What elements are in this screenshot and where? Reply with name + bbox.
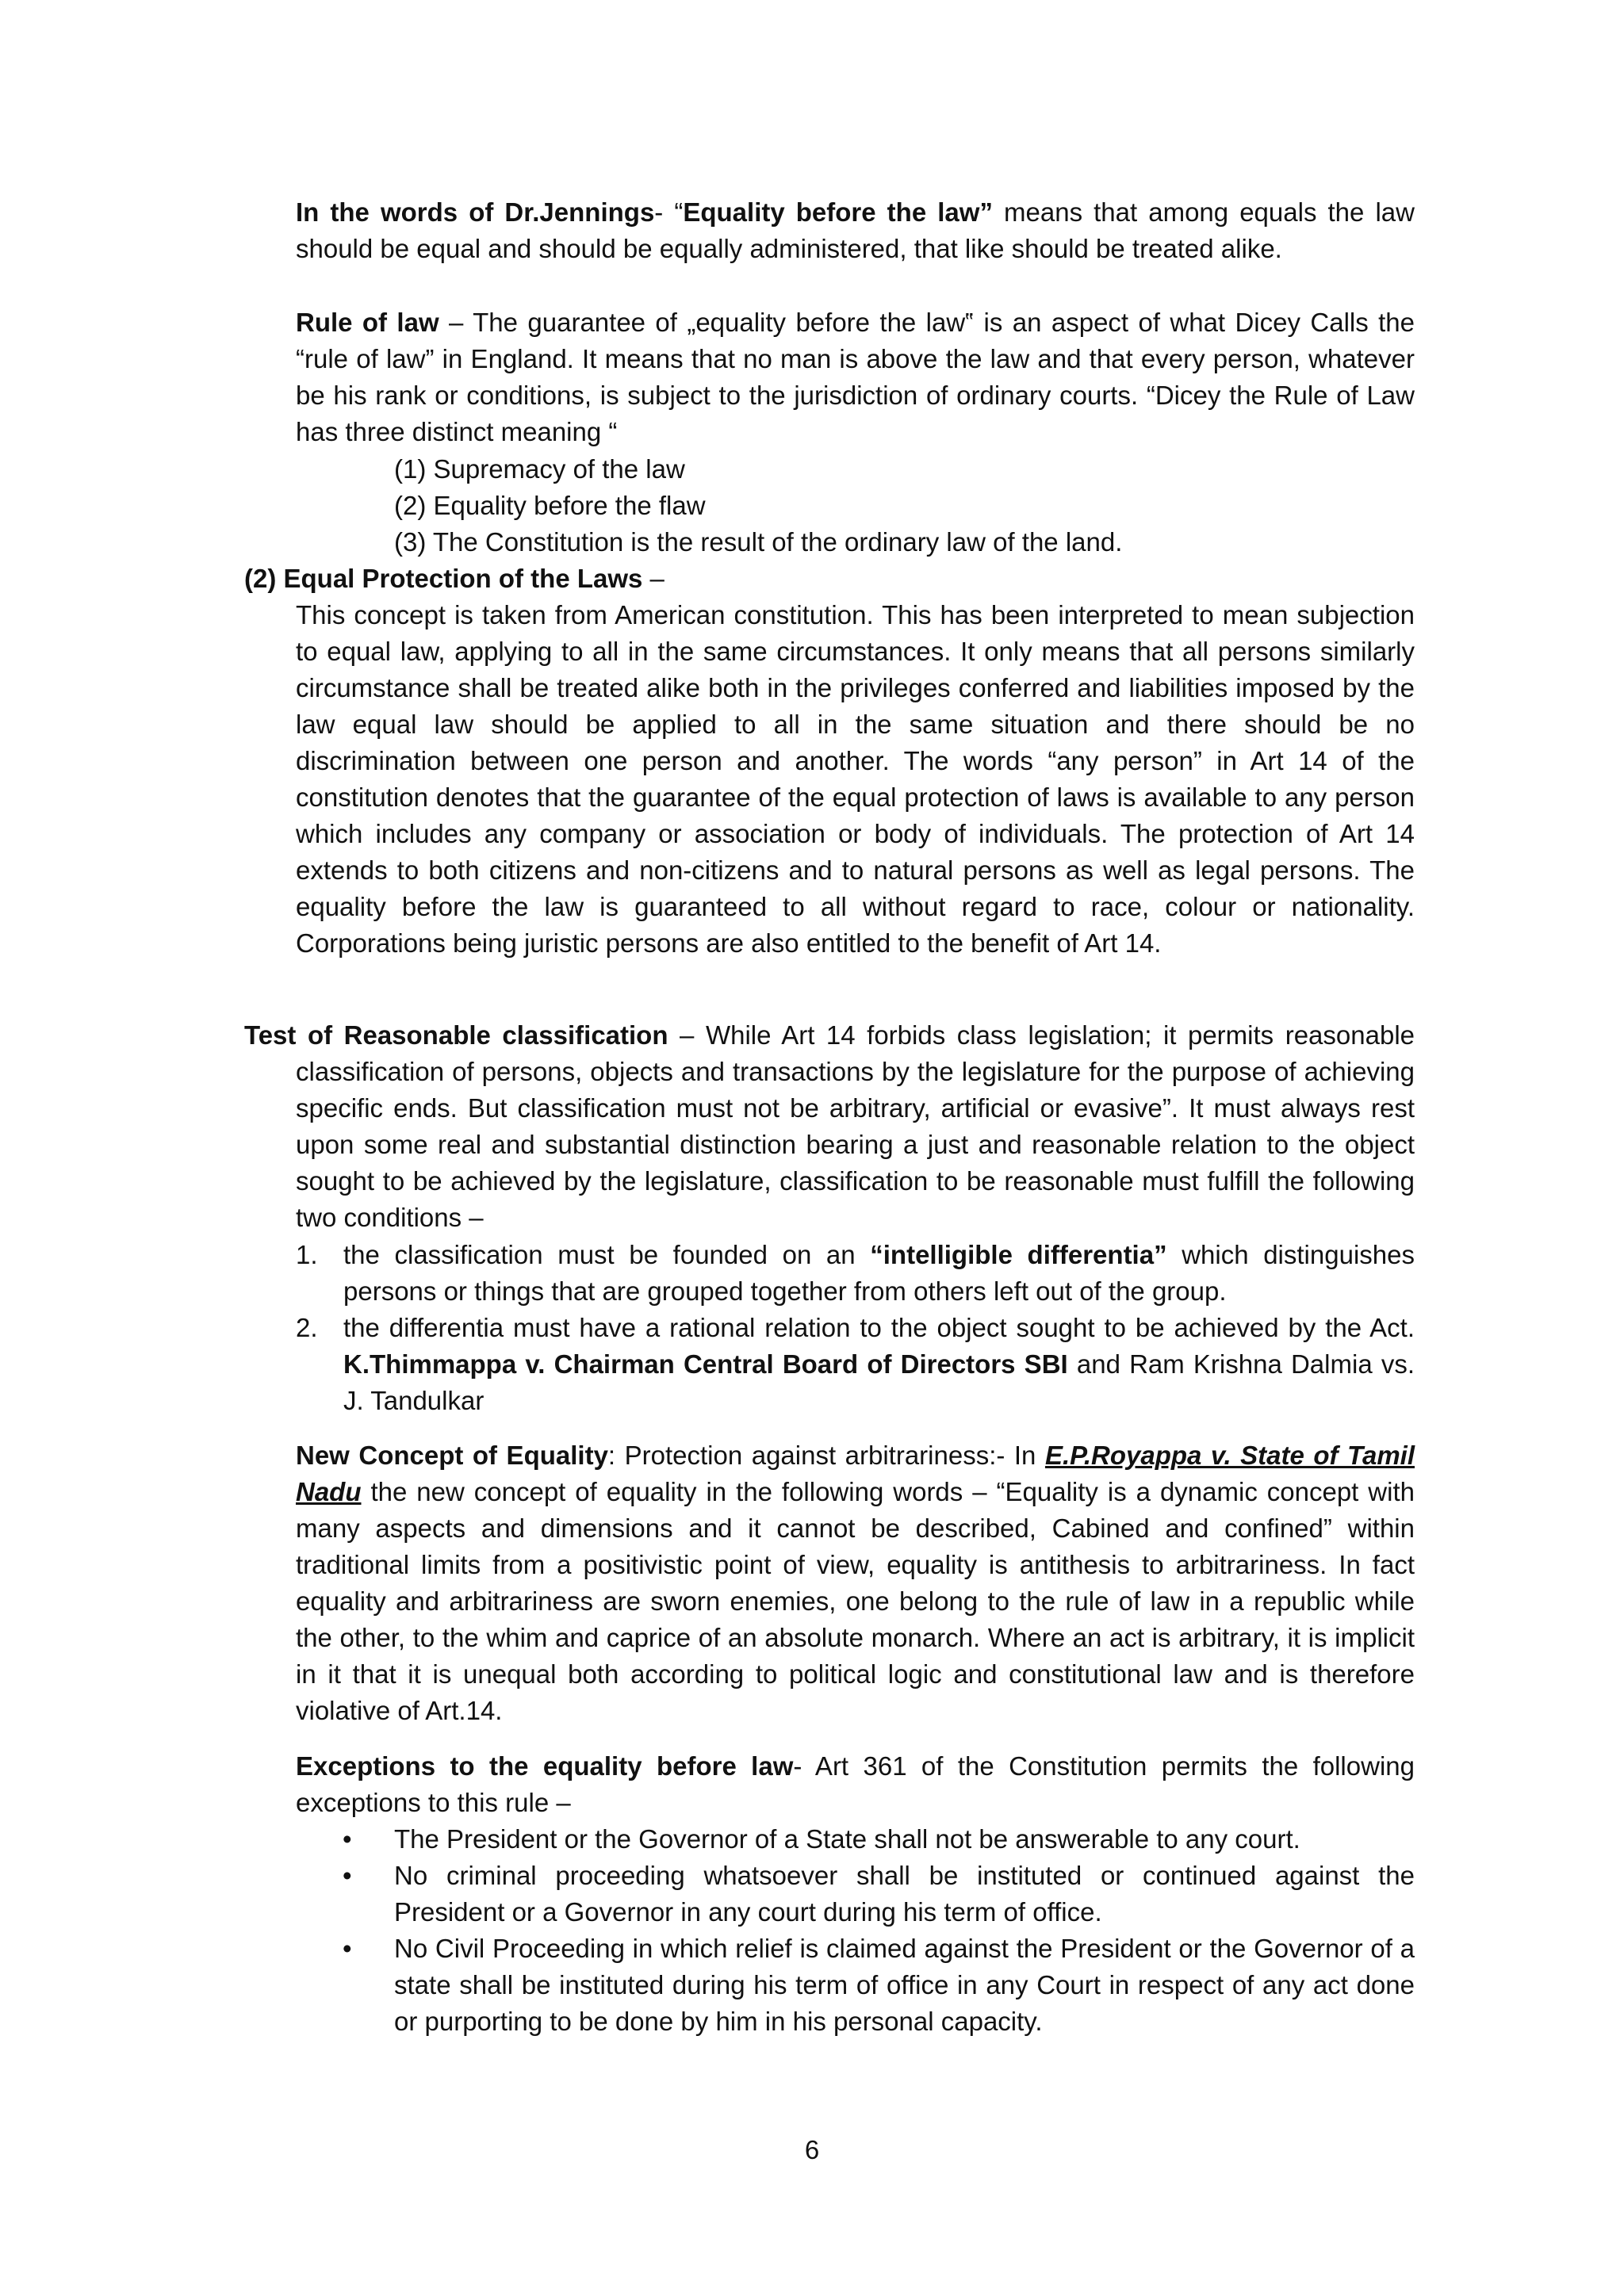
equal-protection-paragraph: This concept is taken from American constitution. This has been interpreted to mean subjection to equal law, applying to all in the same circumstances. It only means that all persons similarly circumstance shall be treated alike both in the privileges conferred and liabilities imposed by the law equal law should be applied to all in the same situation and there should be no discrimination between one person and another. The words “any person” in Art 14 of the constitution denotes that the guarantee of the equal protection of laws is available to any person which includes any company or association or body of individuals. The protection of Art 14 extends to both citizens and non-citizens and to natural persons as well as legal persons. The equality before the law is guaranteed to all without regard to race, colour or nationality. Corporations being juristic persons are also entitled to the benefit of Art 14. [296,600,1415,958]
exception-item: The President or the Governor of a State shall not be answerable to any court. [394,1824,1300,1854]
condition-text: and Ram Krishna Dalmia vs. J. Tandulkar [343,1349,1415,1415]
rule-of-law-paragraph [296,304,1415,450]
condition-number: 2. [296,1313,318,1342]
royappa-case: E.P.Royappa v. State of Tamil Nadu [296,1441,1415,1506]
condition-item [343,1310,1415,1419]
condition-text: the classification must be founded on an [343,1240,871,1269]
rule-of-law-item: (2) Equality before the flaw [394,491,706,520]
condition-text: which distinguishes persons or things that are grouped together from others left out of the group. [343,1240,1415,1306]
condition-number: 1. [296,1240,318,1269]
jennings-paragraph [296,194,1415,267]
exceptions-heading: Exceptions to the equality before law [296,1751,794,1781]
exceptions-paragraph [296,1748,1415,1821]
rule-of-law-list [394,451,1415,561]
new-concept-pre: : Protection against arbitrariness:- In [607,1441,1045,1470]
exception-item: No criminal proceeding whatsoever shall be instituted or continued against the President or a Governor in any court during his term of office. [394,1861,1415,1927]
jennings-lead: In the words of Dr.Jennings [296,197,655,227]
condition-bold: “intelligible differentia” [870,1240,1167,1269]
condition-item [343,1237,1415,1310]
rule-of-law-text: – The guarantee of „equality before the law‟ is an aspect of what Dicey Calls the “rule of law” in England. It means that no man is above the law and that every person, whatever be his rank or conditions, is subject to the jurisdiction of ordinary courts. “Dicey the Rule of Law has three distinct meaning “ [296,308,1415,446]
reasonable-classification-text: – While Art 14 forbids class legislation; it permits reasonable classification of persons, objects and transactions by the legislature for the purpose of achieving specific ends. But classification must not be arbitrary, artificial or evasive”. It must always rest upon some real and substantial distinction bearing a just and reasonable relation to the object sought to be achieved by the legislature, classification to be reasonable must fulfill the following two conditions – [296,1020,1415,1232]
page-number: 6 [804,2135,820,2164]
exceptions-text: - Art 361 of the Constitution permits the following exceptions to this rule – [296,1751,1415,1817]
rule-of-law-heading: Rule of law [296,308,439,337]
jennings-dash: - “ [654,197,684,227]
rule-of-law-item: (1) Supremacy of the law [394,454,685,484]
reasonable-classification-paragraph [244,1017,1415,1236]
rule-of-law-item: (3) The Constitution is the result of the ordinary law of the land. [394,527,1123,557]
jennings-rest: means that among equals the law should be equal and should be equally administered, that like should be treated alike. [296,197,1415,263]
new-concept-heading: New Concept of Equality [296,1441,608,1470]
exception-item: No Civil Proceeding in which relief is claimed against the President or the Governor of a state shall be instituted during his term of office in any Court in respect of any act done or purporting to be done by him in his personal capacity. [394,1934,1415,2036]
reasonable-classification-heading: Test of Reasonable classification [244,1020,668,1050]
new-concept-paragraph [296,1437,1415,1729]
condition-text: the differentia must have a rational relation to the object sought to be achieved by the Act. [343,1313,1415,1342]
bullet-icon: • [343,1861,352,1890]
condition-case: K.Thimmappa v. Chairman Central Board of Directors SBI [343,1349,1068,1379]
bullet-icon: • [343,1824,352,1854]
equal-protection-dash: – [642,564,665,593]
equal-protection-heading: (2) Equal Protection of the Laws [244,564,643,593]
new-concept-text: the new concept of equality in the following words – “Equality is a dynamic concept with many aspects and dimensions and it cannot be described, Cabined and confined” within traditional limits from a positivistic point of view, equality is antithesis to arbitrariness. In fact equality and arbitrariness are sworn enemies, one belong to the rule of law in a republic while the other, to the whim and caprice of an absolute monarch. Where an act is arbitrary, it is implicit in it that it is unequal both according to political logic and constitutional law and is therefore violative of Art.14. [296,1477,1415,1725]
bullet-icon: • [343,1934,352,1963]
jennings-phrase: Equality before the law” [683,197,993,227]
equal-protection-heading-line [244,561,1415,597]
